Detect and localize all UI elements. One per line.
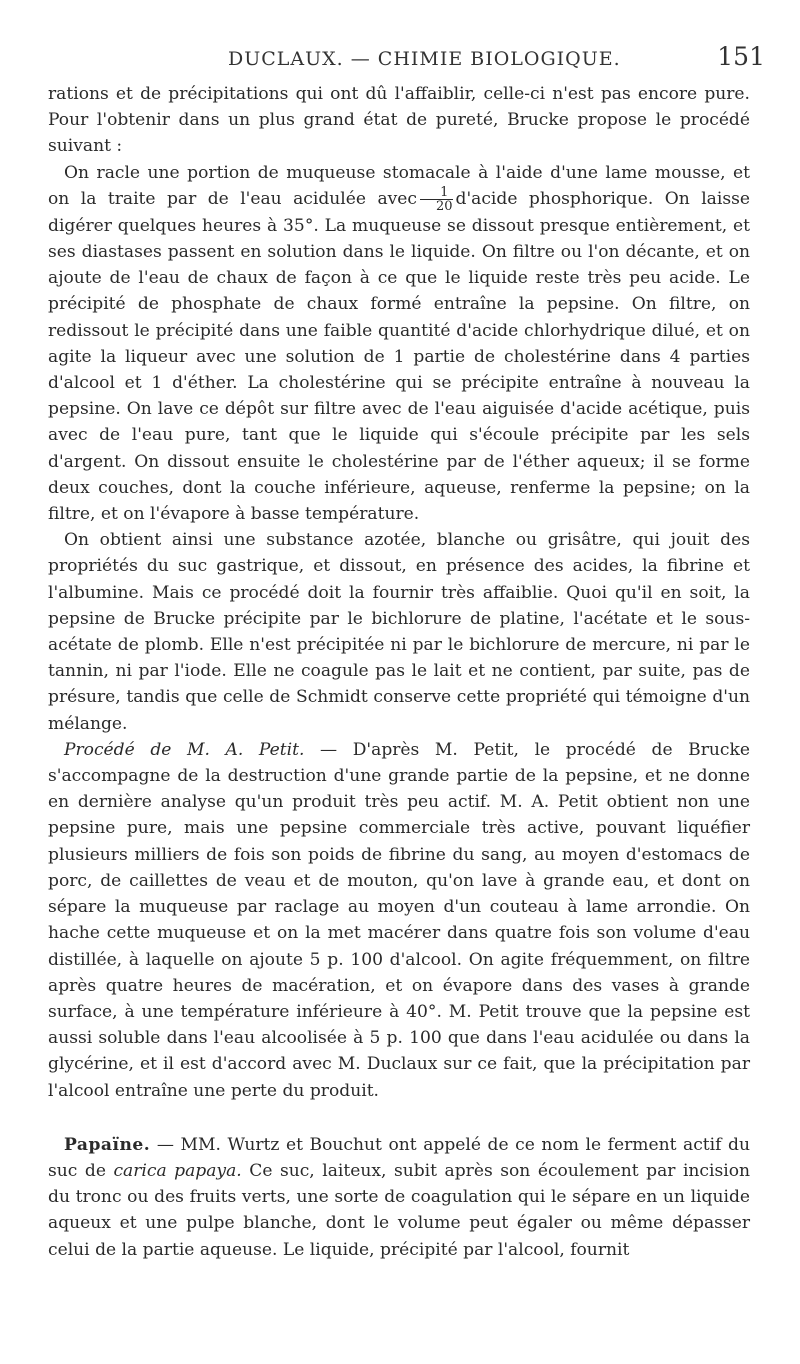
page-number: 151 — [717, 42, 765, 71]
page-body — [48, 81, 750, 1263]
term-papaine: Papaïne. — [64, 1134, 151, 1155]
paragraph-continuation: rations et de précipitations qui ont dû l'affaiblir, celle-ci n'est pas encore pure. Pour l'obtenir dans un plus grand état de pureté, Brucke propose le procédé suivant : — [48, 84, 750, 157]
paragraph-papaine — [48, 1132, 750, 1263]
fraction-one-twentieth — [420, 186, 453, 213]
petit-text: — D'après M. Petit, le procédé de Brucke s'accompagne de la destruction d'une grande partie de la pepsine, et ne donne en dernière analyse qu'un produit très peu actif. M. A. Petit obtient non une pepsine pure, mais une pepsine commerciale très active, pouvant liquéfier plusieurs milliers de fois son poids de fibrine du sang, au moyen d'estomacs de porc, de caillettes de veau et de mouton, qu'on lave à grande eau, et dont on sépare la muqueuse par raclage au moyen d'un couteau à lame arrondie. On hache cette muqueuse et on la met macérer dans quatre fois son volume d'eau distillée, à laquelle on ajoute 5 p. 100 d'alcool. On agite fréquemment, on filtre après quatre heures de macération, et on évapore dans des vases à grande surface, à une température inférieure à 40°. M. Petit trouve que la pepsine est aussi soluble dans l'eau alcoolisée à 5 p. 100 que dans l'eau acidulée ou dans la glycérine, et il est d'accord avec M. Duclaux sur ce fait, que la précipitation par l'alcool entraîne une perte du produit. — [48, 739, 750, 1101]
species-name: carica papaya. — [113, 1160, 242, 1181]
brucke-text-rest: d'acide phosphorique. On laisse digérer quelques heures à 35°. La muqueuse se dissout presque entièrement, et ses diastases passent en solution dans le liquide. On filtre ou l'on décante, et on ajoute de l'eau de chaux de façon à ce que le liquide reste très peu acide. Le précipité de phosphate de chaux formé entraîne la pepsine. On filtre, on redissout le précipité dans une faible quantité d'acide chlorhydrique dilué, et on agite la liqueur avec une solution de 1 partie de cholestérine dans 4 parties d'alcool et 1 d'éther. La cholestérine qui se précipite entraîne à nouveau la pepsine. On lave ce dépôt sur filtre avec de l'eau aiguisée d'acide acétique, puis avec de l'eau pure, tant que le liquide qui s'écoule précipite par les sels d'argent. On dissout ensuite le cholestérine par de l'éther aqueux; il se forme deux couches, dont la couche inférieure, aqueuse, renferme la pepsine; on la filtre, et on l'évapore à basse température. — [48, 188, 750, 525]
section-gap — [48, 1104, 750, 1132]
papaine-text-rest: Ce suc, laiteux, subit après son écoulement par incision du tronc ou des fruits verts, une sorte de coagulation qui le sépare en un liquide aqueux et une pulpe blanche, dont le volume peut égaler ou même dépasser celui de la partie aqueuse. Le liquide, précipité par l'alcool, fournit — [48, 1160, 751, 1260]
section-heading-petit: Procédé de M. A. Petit. — [64, 739, 305, 760]
fraction-denominator: 20 — [435, 198, 453, 214]
page-header — [0, 40, 800, 74]
brucke-text-start: On racle une portion de muqueuse stomacale à l'aide d'une lame mousse, et on la traite par de l'eau acidulée avec — [48, 162, 750, 209]
running-title: DUCLAUX. — CHIMIE BIOLOGIQUE. — [228, 48, 621, 70]
papaine-text-start: — MM. Wurtz et Bouchut ont appelé de ce nom le ferment actif du suc de — [48, 1134, 750, 1181]
paragraph-substance-properties: On obtient ainsi une substance azotée, blanche ou grisâtre, qui jouit des propriétés du suc gastrique, et dissout, en présence des acides, la fibrine et l'albumine. Mais ce procédé doit la fournir très affaiblie. Quoi qu'il en soit, la pepsine de Brucke précipite par le bichlorure de platine, l'acétate et le sous-acétate de plomb. Elle n'est précipitée ni par le bichlorure de mercure, ni par le tannin, ni par l'iode. Elle ne coagule pas le lait et ne contient, par suite, pas de présure, tandis que celle de Schmidt conserve cette propriété qui témoigne d'un mélange. — [48, 530, 750, 734]
fraction-numerator: 1 — [420, 186, 453, 200]
paragraph-brucke-procedure — [48, 160, 750, 528]
paragraph-petit-procedure — [48, 737, 750, 1104]
